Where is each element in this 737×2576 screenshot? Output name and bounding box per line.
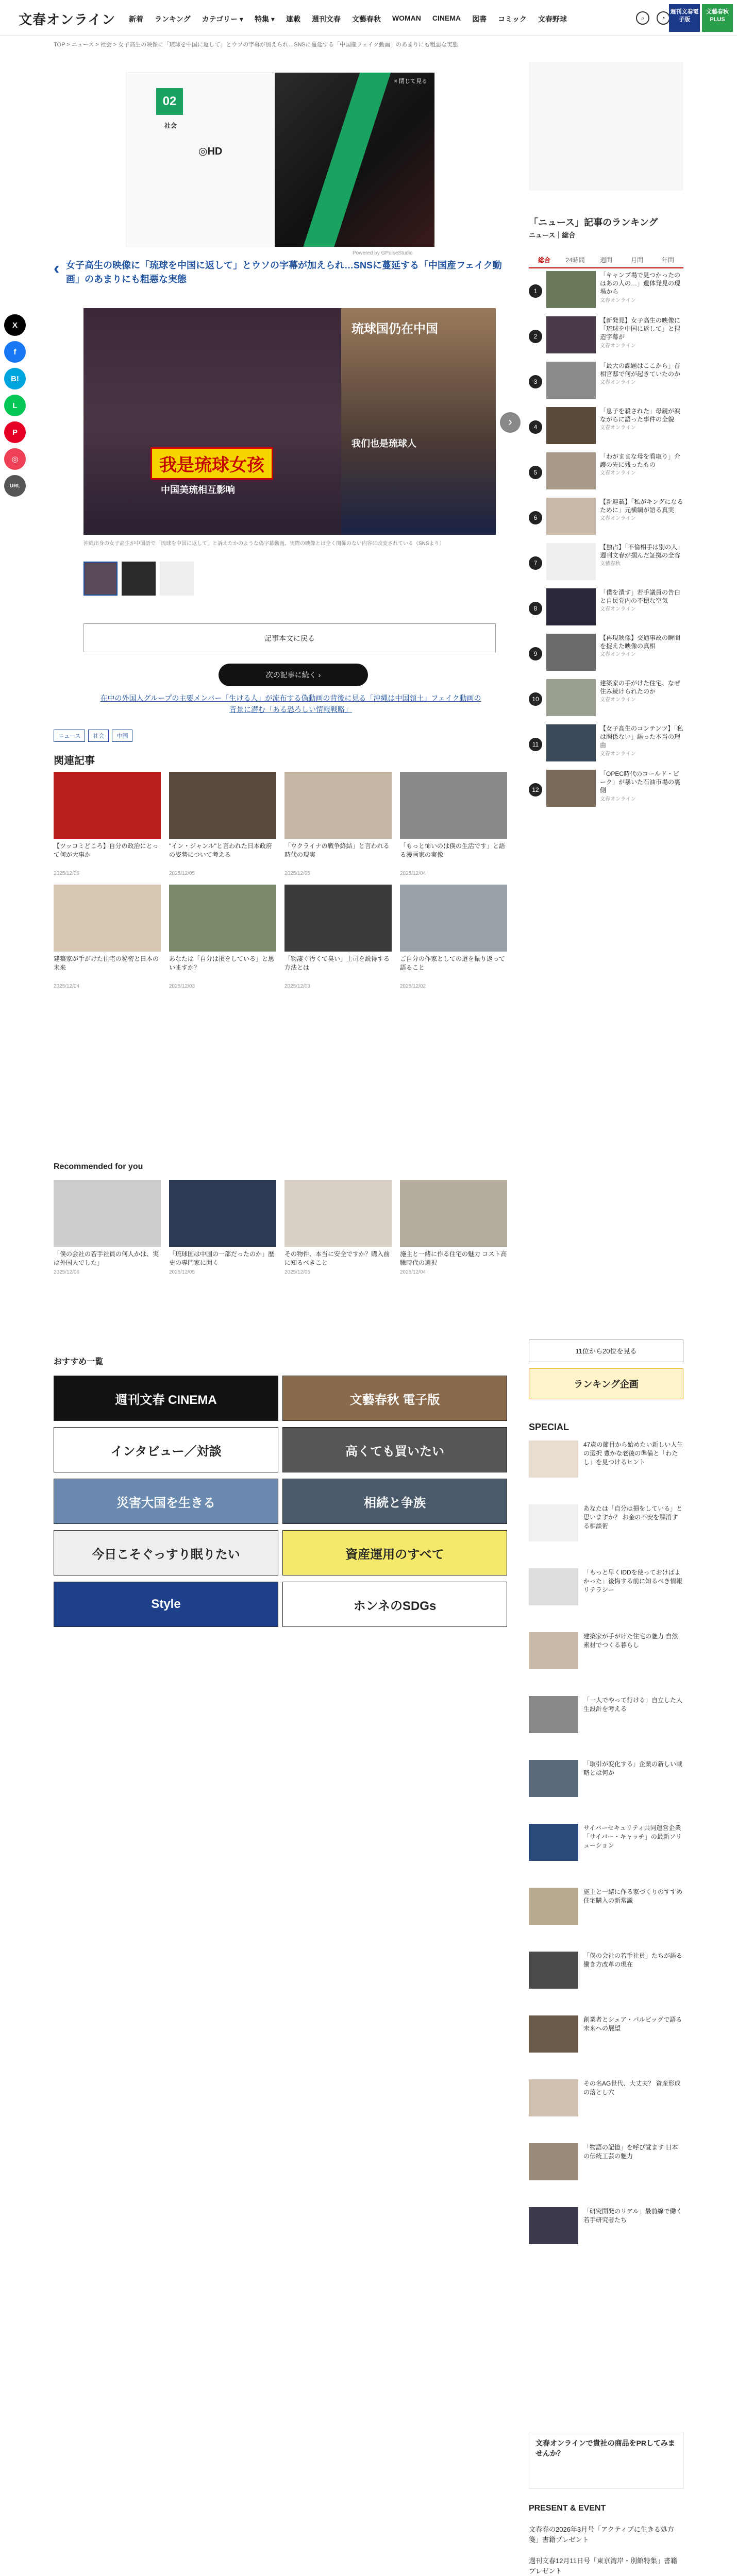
promo-link[interactable]: 在中の外国人グループの主要メンバー「生ける人」が流布する偽動画の背後に見る「沖縄は中国領土」フェイク動画の背景に潜む「ある恐ろしい情報戦略」 [100,694,481,714]
image-right-top: 琉球国仍在中国 [351,322,438,336]
related-item[interactable]: 「物凄く汚くて臭い」上司を説得する方法とは 2025/12/03 [284,885,392,989]
related-item[interactable]: 「もっと怖いのは僕の生活です」と語る漫画家の実像 2025/12/04 [400,772,507,876]
special-item[interactable]: 「もっと早くIDDを使っておけばよかった」後悔する前に知るべき情報リテラシー [529,1568,683,1632]
ranking-item[interactable]: 6 【新連載】「私がキングになるために」元横綱が語る真実 文春オンライン [529,498,683,543]
nav-item[interactable]: 特集 ▾ [254,15,275,23]
banner-grid [54,1376,507,1627]
related-grid [54,772,507,989]
related-item[interactable]: ご自分の作家としての道を振り返って語ること 2025/12/02 [400,885,507,989]
site-header [0,0,737,36]
related-item[interactable]: 「ウクライナの戦争終結」と言われる時代の現実 2025/12/05 [284,772,392,876]
related-item[interactable]: "イン・ジャンル"と言われた日本政府の姿勢について考える 2025/12/05 [169,772,276,876]
next-article-button[interactable]: 次の記事に続く › [219,664,368,686]
ranking-item[interactable]: 4 「息子を殺された」母親が涙ながらに語った事件の全貌 文春オンライン [529,407,683,452]
nav-item[interactable]: 連載 [286,15,300,23]
facebook-share-icon[interactable]: f [4,341,26,363]
ranking-tab[interactable]: 月間 [630,257,643,264]
x-share-icon[interactable]: X [4,314,26,336]
special-item[interactable]: 施主と一緒に作る家づくりのすすめ 住宅購入の新常識 [529,1888,683,1952]
nav-item[interactable]: カテゴリー ▾ [202,15,243,23]
nav-item[interactable]: 新着 [129,15,143,23]
banner-expensive[interactable]: 高くても買いたい [282,1427,507,1472]
gallery-category: 社会 [164,122,177,129]
special-item[interactable]: あなたは「自分は損をしている」と思いますか？ お金の不安を解消する相談術 [529,1504,683,1568]
ranking-list [529,271,683,815]
site-logo[interactable]: 文春オンライン [19,12,116,28]
special-item[interactable]: 「僕の会社の若手社員」たちが語る働き方改革の現在 [529,1952,683,2015]
related-title: 関連記事 [54,755,95,767]
banner-sdgs[interactable]: ホンネのSDGs [282,1582,507,1627]
breadcrumb[interactable]: TOP > ニュース > 社会 > 女子高生の映像に「琉球を中国に返して」とウソの字幕が加えられ…SNSに蔓延する「中国産フェイク動画」のあまりにも粗悪な実態 [54,42,459,48]
image-thumbnails [83,562,194,596]
present-item[interactable]: 文春春の2026年3月号「アクティブに生きる処方箋」書籍プレゼント [529,2526,674,2544]
tag[interactable]: ニュース [54,730,85,742]
recommended-item[interactable]: その物件、本当に安全ですか？購入前に知るべきこと 2025/12/05 [284,1180,392,1275]
back-to-article-button[interactable]: 記事本文に戻る [83,623,496,652]
nav-item[interactable]: CINEMA [432,14,461,22]
nav-item[interactable]: 文春野球 [538,15,567,23]
ranking-item[interactable]: 5 「わがままな母を看取り」介護の先に残ったもの 文春オンライン [529,452,683,498]
special-title: SPECIAL [529,1422,569,1432]
gallery-logo: ◎HD [198,146,223,157]
nav-item[interactable]: コミック [498,15,527,23]
pr-banner[interactable]: 文春オンラインで貴社の商品をPRしてみませんか？ [529,2432,683,2488]
hatena-share-icon[interactable]: B! [4,368,26,389]
share-bar [4,314,26,497]
recommended-title: Recommended for you [54,1162,143,1171]
banner-inheritance[interactable]: 相続と争族 [282,1479,507,1524]
tag[interactable]: 中国 [112,730,132,742]
ranking-banner[interactable]: ランキング企画 [529,1368,683,1399]
nav-item[interactable]: 文藝春秋 [351,15,381,23]
copy-url-icon[interactable]: URL [4,475,26,497]
banner-cinema[interactable]: 週刊文春 CINEMA [54,1376,278,1421]
next-image-button[interactable]: › [500,412,521,433]
banner-disaster[interactable]: 災害大国を生きる [54,1479,278,1524]
banner-style[interactable]: Style [54,1582,278,1627]
tag[interactable]: 社会 [88,730,109,742]
ranking-item[interactable]: 12 「OPEC時代のコールド・ピーク」が暴いた石油市場の裏側 文春オンライン [529,770,683,815]
header-icons [636,11,670,25]
special-item[interactable]: サイバーセキュリティ共同運営企業「サイバー・キャッチ」の最新ソリューション [529,1824,683,1888]
ranking-item[interactable]: 9 【再現映像】交通事故の瞬間を捉えた映像の真相 文春オンライン [529,634,683,679]
ranking-item[interactable]: 2 【新発見】女子高生の映像に「琉球を中国に返して」と捏造字幕が 文春オンライン [529,316,683,362]
nav-item[interactable]: 週刊文春 [311,15,341,23]
special-list [529,1440,683,2271]
nav-item[interactable]: 図書 [472,15,487,23]
banner-bunshun-digital[interactable]: 文藝春秋 電子版 [282,1376,507,1421]
ranking-tab[interactable]: 年間 [661,257,674,264]
special-item[interactable]: その名AG世代、大丈夫？ 資産形成の落とし穴 [529,2079,683,2143]
ranking-tab[interactable]: 週間 [599,257,612,264]
sidebar-ad[interactable] [529,62,683,191]
present-title: PRESENT & EVENT [529,2504,606,2513]
main-nav [129,14,567,24]
pinterest-share-icon[interactable]: P [4,421,26,443]
recommended-item[interactable]: 施主と一緒に作る住宅の魅力 コスト高騰時代の選択 2025/12/04 [400,1180,507,1275]
thumbnail[interactable] [160,562,194,596]
present-list [529,2524,683,2576]
plus-button[interactable]: 文藝春秋PLUS [702,4,733,32]
recommended-item[interactable]: 「琉球国は中国の一部だったのか」歴史の専門家に聞く 2025/12/05 [169,1180,276,1275]
ranking-item[interactable]: 3 「最大の課題はここから」首相官邸で何が起きていたのか 文春オンライン [529,362,683,407]
related-item[interactable]: 【ツッコミどころ】自分の政治にとって何が大事か 2025/12/06 [54,772,161,876]
ranking-item[interactable]: 1 「キャンプ場で見つかったのはあの人の…」遺体発見の現場から 文春オンライン [529,271,683,316]
ranking-item[interactable]: 11 【女子高生のコンテンツ】「私は関係ない」語った本当の理由 文春オンライン [529,724,683,770]
special-item[interactable]: 「研究開発のリアル」最前線で働く若手研究者たち [529,2207,683,2271]
present-item[interactable]: 週刊文春12月11日号「東京湾岸・別館特集」書籍プレゼント [529,2557,677,2575]
main-image[interactable] [83,308,496,535]
thumbnail[interactable] [83,562,118,596]
banner-interview[interactable]: インタビュー／対談 [54,1427,278,1472]
special-item[interactable]: 47歳の節目から始めたい新しい人生の選択 豊かな老後の準備と「わたし」を見つけるヒント [529,1440,683,1504]
special-item[interactable]: 創業者とシェア・パルビッグで語る未来への展望 [529,2015,683,2079]
image-right-panel [341,308,496,535]
image-left-caption: 中国美琉相互影响 [161,485,235,495]
image-left-panel [83,308,341,535]
ranking-subtitle: ニュース｜総合 [529,231,576,239]
recommended-item[interactable]: 「僕の会社の若手社員の何人かは、実は外国人でした」 2025/12/06 [54,1180,161,1275]
special-item[interactable]: 「物語の記憶」を呼び覚ます 日本の伝統工芸の魅力 [529,2143,683,2207]
image-note: 沖縄出身の女子高生が中国語で「琉球を中国に返して」と訴えたかのような偽字幕動画。実際の映像とは全く関係のない内容に改変されている（SNSより） [83,541,445,547]
image-right-caption: 我们也是琉球人 [351,438,416,449]
tag-list [54,730,132,742]
banner-sleep[interactable]: 今日こそぐっすり眠りたい [54,1530,278,1575]
digital-edition-button[interactable]: 週刊文春電子版 [669,4,700,32]
special-item[interactable]: 「取引が変化する」企業の新しい戦略とは何か [529,1760,683,1824]
ranking-tabs [529,252,683,268]
ranking-item[interactable]: 8 「僕を潰す」若手議員の告白と自民党内の不穏な空気 文春オンライン [529,588,683,634]
ranking-item[interactable]: 10 建築家の手がけた住宅、なぜ住み続けられたのか 文春オンライン [529,679,683,724]
related-item[interactable]: 建築家が手がけた住宅の秘密と日本の未来 2025/12/04 [54,885,161,989]
nav-item[interactable]: WOMAN [392,14,421,22]
search-icon[interactable]: ⌕ [636,11,649,25]
ranking-item[interactable]: 7 【独占】「不倫相手は別の人」週刊文春が掴んだ証拠の全容 文藝春秋 [529,543,683,588]
ranking-more-button[interactable]: 11位から20位を見る [529,1340,683,1362]
nav-item[interactable]: ランキング [155,15,191,23]
gallery-close-button[interactable]: × 閉じて見る [394,78,427,84]
special-item[interactable]: 「一人でやって行ける」自立した人生設計を考える [529,1696,683,1760]
image-badge: 我是琉球女孩 [150,447,273,480]
related-item[interactable]: あなたは「自分は損をしている」と思いますか？ 2025/12/03 [169,885,276,989]
ranking-title: 「ニュース」記事のランキング [529,217,658,228]
ranking-tab[interactable]: 総合 [538,257,550,264]
ranking-tab[interactable]: 24時間 [565,257,585,264]
powered-by: Powered by GPulseStudio [353,250,413,256]
banner-asset[interactable]: 資産運用のすべて [282,1530,507,1575]
pocket-share-icon[interactable]: ◎ [4,448,26,470]
user-icon[interactable]: ◔ [657,11,670,25]
thumbnail[interactable] [122,562,156,596]
banners-title: おすすめ一覧 [54,1358,104,1366]
image-caption-title[interactable]: ‹ 女子高生の映像に「琉球を中国に返して」とウソの字幕が加えられ…SNSに蔓延する「中国産フェイク動画」のあまりにも粗悪な実態 [54,259,507,286]
special-item[interactable]: 建築家が手がけた住宅の魅力 自然素材でつくる暮らし [529,1632,683,1696]
gallery-ad[interactable] [126,72,435,247]
line-share-icon[interactable]: L [4,395,26,416]
gallery-number: 02 [156,88,183,115]
recommended-grid [54,1180,507,1275]
